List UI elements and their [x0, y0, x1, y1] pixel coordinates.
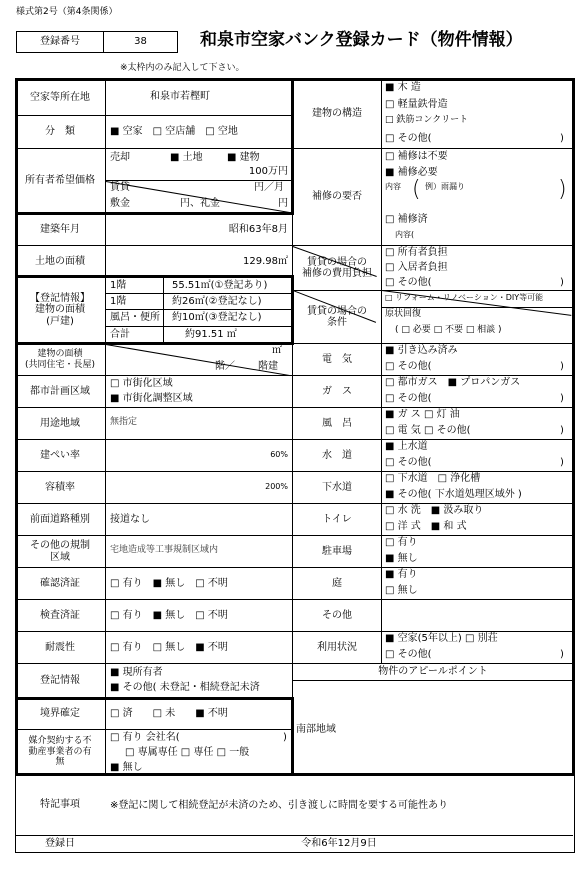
page-title: 和泉市空家バンク登録カード（物件情報）: [200, 30, 523, 50]
conditions-o3: ( □ 必要 □ 不要 □ 相談 ): [395, 325, 502, 335]
border-options: □ 済 □ 未 ■ 不明: [110, 708, 228, 719]
cost-o3-end: ): [560, 277, 564, 288]
broker-opt3: ■ 無し: [110, 762, 143, 773]
reg-row2-b: 約26㎡(②登記なし): [172, 296, 262, 307]
structure-o3: □ 鉄筋コンクリート: [385, 115, 469, 125]
repair-content: 内容: [385, 182, 401, 191]
price-amount: 100万円: [248, 166, 288, 177]
electric-o2-end: ): [560, 361, 564, 372]
repair-paren-close: ): [558, 177, 567, 202]
use-zone-label: 用途地域: [40, 417, 80, 429]
bcr-label: 建ぺい率: [40, 449, 80, 461]
bath-o2-end: ): [560, 425, 564, 436]
repair-o2: ■ 補修必要: [385, 167, 438, 178]
registration-area-label: 【登記情報】 建物の面積 (戸建): [30, 292, 90, 327]
price-rent-unit: 円／月: [254, 182, 284, 193]
electric-label: 電 気: [322, 353, 352, 365]
location-value: 和泉市若樫町: [150, 91, 210, 102]
electric-o1: ■ 引き込み済み: [385, 345, 458, 356]
usage-label: 利用状況: [317, 641, 357, 653]
registration-number-box: [16, 31, 178, 53]
road-label: 前面道路種別: [30, 513, 90, 525]
cost-label: 賃貸の場合の 補修の費用負担: [302, 256, 372, 279]
conditions-o2: 原状回復: [385, 309, 422, 319]
inspect-label: 検査済証: [40, 609, 80, 621]
land-area-label: 土地の面積: [35, 255, 85, 267]
usage-o2-end: ): [560, 649, 564, 660]
structure-o4-end: ): [560, 133, 564, 144]
built-value: 昭和63年8月: [228, 224, 288, 235]
price-label: 所有者希望価格: [25, 175, 95, 187]
conditions-label: 賃貸の場合の 条件: [307, 305, 367, 328]
reg-row2-a: 1階: [110, 296, 127, 307]
instruction-note: ※太枠内のみ記入して下さい。: [120, 63, 245, 73]
structure-label: 建物の構造: [312, 108, 362, 120]
cost-o3: □ その他(: [385, 277, 432, 288]
reg-row1-a: 1階: [110, 280, 127, 291]
broker-label: 媒介契約する不 動産事業者の有 無: [28, 736, 92, 768]
price-sale: 売却: [110, 152, 130, 163]
category-label: 分 類: [45, 126, 75, 138]
reg-row3-a: 風呂・便所: [110, 312, 160, 323]
road-value: 接道なし: [110, 514, 150, 525]
other-regulation-label: その他の規制 区域: [30, 540, 90, 563]
category-options: ■ 空家 □ 空店舗 □ 空地: [110, 126, 238, 137]
cert-label: 確認済証: [40, 577, 80, 589]
other-label: その他: [322, 609, 352, 621]
price-deposit: 敷金: [110, 198, 130, 209]
city-plan-opt2: ■ 市街化調整区域: [110, 393, 193, 404]
price-deposit-unit: 円: [278, 198, 288, 209]
parking-label: 駐車場: [322, 545, 352, 557]
gas-o1: □ 都市ガス ■ プロパンガス: [385, 377, 521, 388]
reg-row4-a: 合計: [110, 329, 130, 340]
gas-o2-end: ): [560, 393, 564, 404]
cost-o1: □ 所有者負担: [385, 247, 448, 258]
location-label: 空家等所在地: [30, 91, 90, 103]
parking-o1: □ 有り: [385, 537, 418, 548]
broker-opt2: □ 専属専任 □ 専任 □ 一般: [125, 747, 250, 758]
land-area-value: 129.98㎡: [243, 256, 288, 267]
bath-o1: ■ ガ ス □ 灯 油: [385, 409, 460, 420]
price-land: ■ 土地: [170, 152, 203, 163]
garden-o2: □ 無し: [385, 585, 418, 596]
far-label: 容積率: [45, 481, 75, 493]
city-plan-label: 都市計画区域: [30, 385, 90, 397]
price-rent: 賃貸: [110, 182, 130, 193]
built-label: 建築年月: [40, 223, 80, 235]
garden-o1: ■ 有り: [385, 569, 418, 580]
repair-example: 例）雨漏り: [425, 182, 465, 191]
bcr-value: 60%: [270, 450, 288, 459]
water-o1: ■ 上水道: [385, 441, 428, 452]
special-notes-value: ※登記に関して相続登記が未済のため、引き渡しに時間を要する可能性あり: [110, 800, 448, 811]
form-code: 様式第2号（第4条関係）: [16, 7, 118, 17]
electric-o2: □ その他(: [385, 361, 432, 372]
bath-o2: □ 電 気 □ その他(: [385, 425, 471, 436]
registry-label: 登記情報: [40, 674, 80, 686]
reg-row1-b: 55.51㎡(①登記あり): [172, 280, 268, 291]
border-label: 境界確定: [40, 707, 80, 719]
water-o2-end: ): [560, 457, 564, 468]
quake-label: 耐震性: [45, 641, 75, 653]
registration-number-label: 登録番号: [17, 32, 104, 52]
other-regulation-value: 宅地造成等工事規制区域内: [110, 545, 219, 555]
sewer-o1: □ 下水道 □ 浄化槽: [385, 473, 481, 484]
inspect-options: □ 有り ■ 無し □ 不明: [110, 610, 228, 621]
usage-o1: ■ 空家(5年以上) □ 別荘: [385, 633, 498, 644]
apartment-unit: ㎡: [272, 345, 282, 356]
broker-opt1-end: ): [283, 732, 287, 743]
cost-o2: □ 入居者負担: [385, 262, 448, 273]
special-notes-label: 特記事項: [40, 799, 80, 811]
toilet-o2: □ 洋 式 ■ 和 式: [385, 521, 467, 532]
repair-content2: 内容(: [395, 230, 415, 239]
price-deposit-rest: 円、礼金: [180, 198, 220, 209]
use-zone-value: 無指定: [110, 417, 138, 427]
conditions-o1: □ リフォーム・リノベーション・DIY等可能: [385, 293, 544, 302]
sewer-label: 下水道: [322, 481, 352, 493]
registration-date-label: 登録日: [45, 837, 75, 849]
garden-label: 庭: [332, 577, 342, 589]
toilet-label: トイレ: [322, 513, 352, 525]
water-o2: □ その他(: [385, 457, 432, 468]
appeal-label: 物件のアピールポイント: [378, 666, 488, 678]
repair-paren-open: (: [412, 177, 421, 202]
repair-label: 補修の要否: [312, 191, 362, 203]
structure-o4: □ その他(: [385, 133, 432, 144]
reg-row3-b: 約10㎡(③登記なし): [172, 312, 262, 323]
structure-o1: ■ 木 造: [385, 82, 421, 93]
toilet-o1: □ 水 洗 ■ 汲み取り: [385, 505, 484, 516]
registration-date-value: 令和6年12月9日: [301, 837, 377, 849]
apartment-area-label: 建物の面積 (共同住宅・長屋): [24, 349, 96, 370]
appeal-value: 南部地域: [296, 724, 336, 735]
repair-o3: □ 補修済: [385, 214, 428, 225]
sewer-o2: ■ その他( 下水道処理区域外 ): [385, 489, 522, 500]
registry-opt2: ■ その他( 未登記・相続登記未済: [110, 682, 260, 693]
broker-opt1: □ 有り 会社名(: [110, 732, 180, 743]
gas-label: ガ ス: [322, 385, 352, 397]
registry-opt1: ■ 現所有者: [110, 667, 163, 678]
structure-o2: □ 軽量鉄骨造: [385, 99, 448, 110]
reg-row4-b: 約91.51 ㎡: [185, 329, 237, 340]
bath-label: 風 呂: [322, 417, 352, 429]
gas-o2: □ その他(: [385, 393, 432, 404]
apartment-floor2: 階建: [258, 361, 278, 372]
registration-number-value: 38: [134, 36, 147, 48]
usage-o2: □ その他(: [385, 649, 432, 660]
city-plan-opt1: □ 市街化区域: [110, 378, 173, 389]
price-building: ■ 建物: [227, 152, 260, 163]
cert-options: □ 有り ■ 無し □ 不明: [110, 578, 228, 589]
parking-o2: ■ 無し: [385, 553, 418, 564]
far-value: 200%: [265, 482, 288, 491]
water-label: 水 道: [322, 449, 352, 461]
repair-o1: □ 補修は不要: [385, 151, 448, 162]
quake-options: □ 有り □ 無し ■ 不明: [110, 642, 228, 653]
apartment-floor: 階／: [215, 361, 235, 372]
